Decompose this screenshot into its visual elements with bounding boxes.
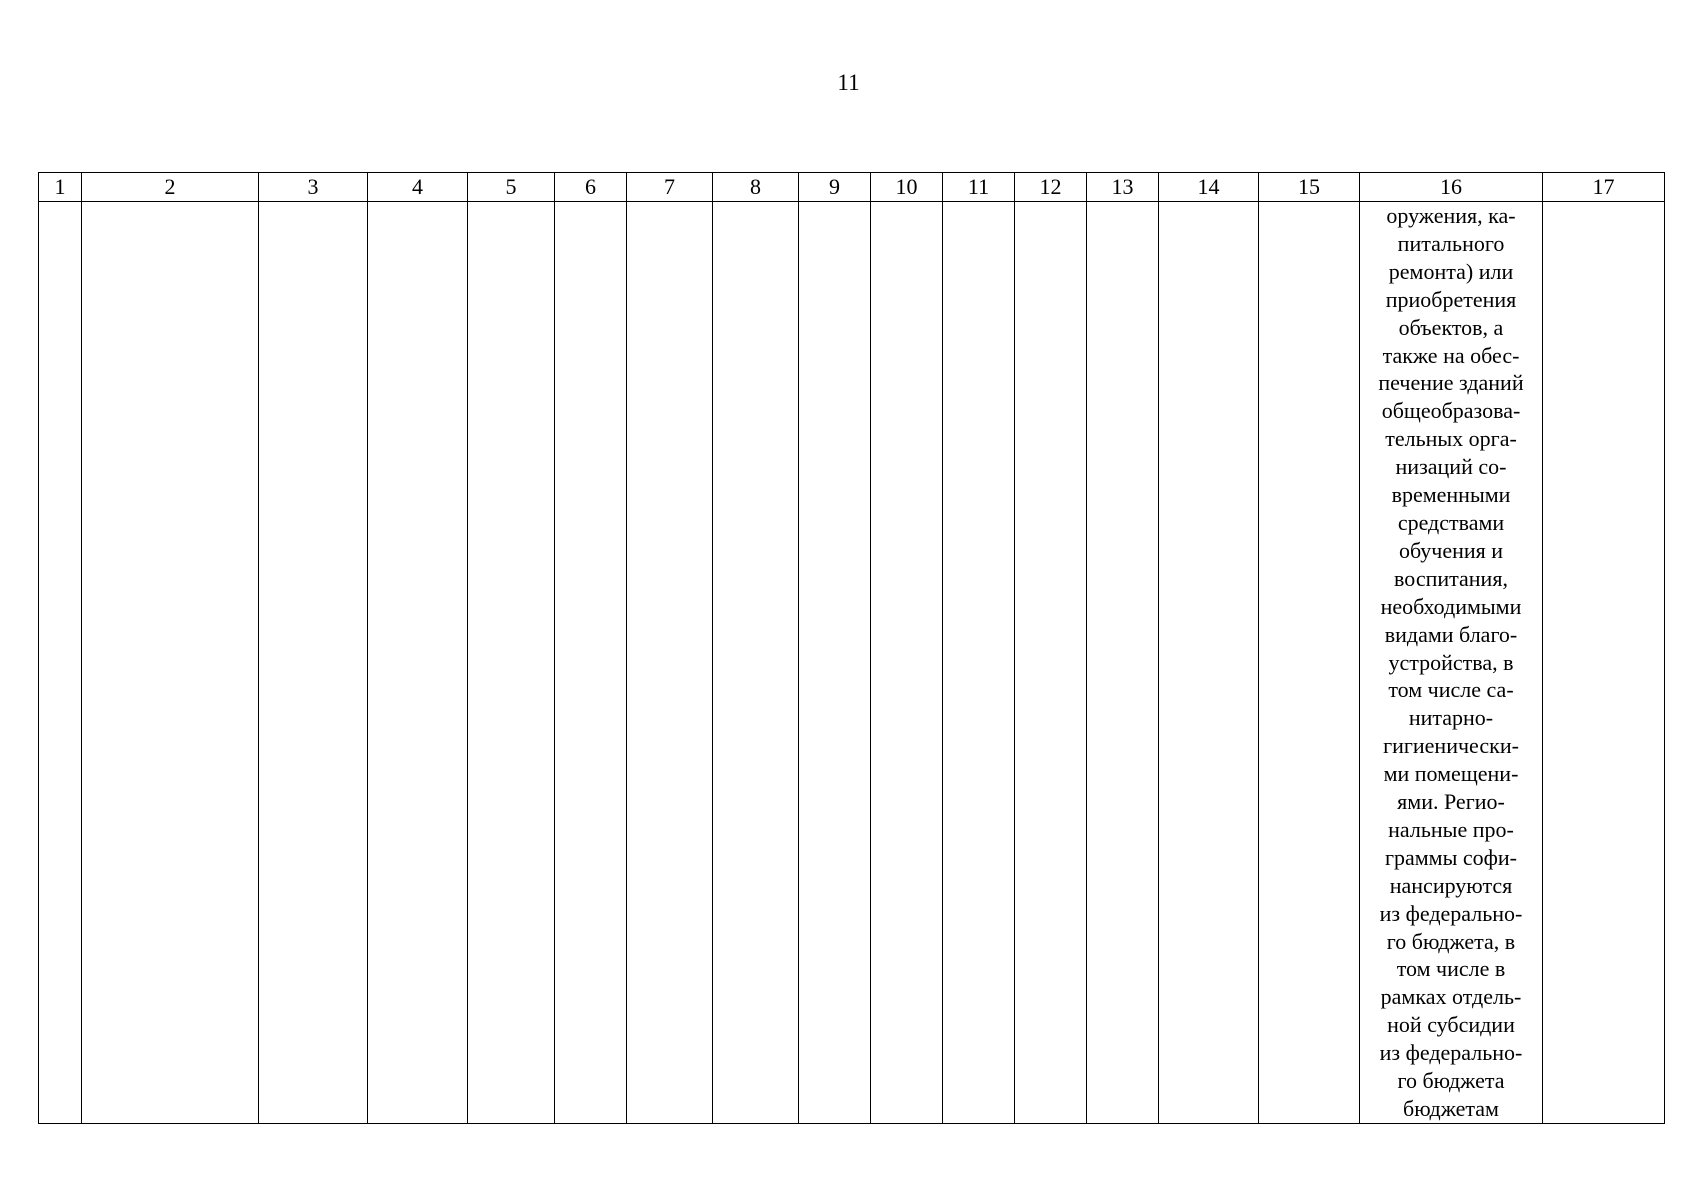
cell-text-line: ремонта) или bbox=[1388, 258, 1514, 284]
cell-text-line: граммы софи- bbox=[1384, 844, 1518, 870]
cell-text-line: из федерально- bbox=[1379, 900, 1523, 926]
cell-text-line: необходимыми bbox=[1380, 593, 1522, 619]
cell-text-line: средствами bbox=[1397, 509, 1505, 535]
column-header-14: 14 bbox=[1159, 173, 1259, 202]
table-cell-6 bbox=[555, 202, 627, 1124]
cell-text-line: обучения и bbox=[1398, 537, 1504, 563]
header-row bbox=[39, 173, 1665, 202]
cell-text-line: из федерально- bbox=[1379, 1040, 1523, 1066]
cell-text-line: устройства, в bbox=[1388, 649, 1514, 675]
column-header-7: 7 bbox=[627, 173, 713, 202]
cell-text-line: низаций со- bbox=[1395, 454, 1507, 480]
column-header-10: 10 bbox=[871, 173, 943, 202]
cell-text-line: воспитания, bbox=[1394, 565, 1508, 591]
table-cell-8 bbox=[713, 202, 799, 1124]
table-cell-16 bbox=[1360, 202, 1543, 1124]
cell-text-line: печение зданий bbox=[1378, 370, 1524, 396]
cell-text-line: го бюджета, в bbox=[1386, 928, 1516, 954]
cell-text-line: бюджетам bbox=[1403, 1096, 1499, 1121]
cell-text-line: том числе в bbox=[1396, 956, 1506, 982]
page-number: 11 bbox=[837, 70, 860, 95]
cell-text-line: также на обес- bbox=[1382, 342, 1520, 368]
table-cell-11 bbox=[943, 202, 1015, 1124]
table-cell-15 bbox=[1259, 202, 1360, 1124]
table-cell-17 bbox=[1543, 202, 1665, 1124]
table-cell-13 bbox=[1087, 202, 1159, 1124]
cell-text-line: нитарно- bbox=[1408, 705, 1494, 731]
column-header-2: 2 bbox=[82, 173, 259, 202]
cell-text-line: временными bbox=[1391, 482, 1511, 508]
column-header-8: 8 bbox=[713, 173, 799, 202]
column-header-12: 12 bbox=[1015, 173, 1087, 202]
column-header-6: 6 bbox=[555, 173, 627, 202]
cell-text-line: ной субсидии bbox=[1387, 1012, 1515, 1038]
cell-text-line: тельных орга- bbox=[1385, 426, 1517, 452]
column-header-9: 9 bbox=[799, 173, 871, 202]
cell-text-line: ями. Регио- bbox=[1397, 789, 1505, 815]
cell-text-line: нальные про- bbox=[1388, 816, 1514, 842]
column-header-13: 13 bbox=[1087, 173, 1159, 202]
table-cell-9 bbox=[799, 202, 871, 1124]
column-header-17: 17 bbox=[1543, 173, 1665, 202]
column-header-1: 1 bbox=[39, 173, 82, 202]
table-cell-3 bbox=[259, 202, 368, 1124]
column-header-11: 11 bbox=[943, 173, 1015, 202]
table-cell-12 bbox=[1015, 202, 1087, 1124]
cell-text-line: объектов, а bbox=[1398, 314, 1504, 340]
cell-text-line: рамках отдель- bbox=[1380, 984, 1522, 1010]
table-cell-1 bbox=[39, 202, 82, 1124]
cell-text-line: приобретения bbox=[1385, 286, 1517, 312]
table-cell-5 bbox=[468, 202, 555, 1124]
cell-text-line: том числе са- bbox=[1388, 677, 1514, 703]
column-header-4: 4 bbox=[368, 173, 468, 202]
table-cell-2 bbox=[82, 202, 259, 1124]
column-header-16: 16 bbox=[1360, 173, 1543, 202]
cell-text-line: видами благо- bbox=[1384, 621, 1518, 647]
column-header-5: 5 bbox=[468, 173, 555, 202]
cell-text-line: го бюджета bbox=[1397, 1068, 1505, 1094]
cell-text-line: питального bbox=[1397, 230, 1505, 256]
table-cell-14 bbox=[1159, 202, 1259, 1124]
table-row bbox=[39, 202, 1665, 1124]
table-cell-10 bbox=[871, 202, 943, 1124]
cell-text-line: ми помещени- bbox=[1383, 761, 1519, 787]
cell-text-line: оружения, ка- bbox=[1386, 203, 1516, 228]
cell-text-line: нансируются bbox=[1389, 872, 1513, 898]
table-cell-4 bbox=[368, 202, 468, 1124]
cell-text-line: общеобразова- bbox=[1381, 398, 1521, 424]
cell-text-line: гигиенически- bbox=[1383, 733, 1519, 759]
column-header-3: 3 bbox=[259, 173, 368, 202]
table-cell-7 bbox=[627, 202, 713, 1124]
data-table bbox=[38, 172, 1665, 1124]
column-header-15: 15 bbox=[1259, 173, 1360, 202]
